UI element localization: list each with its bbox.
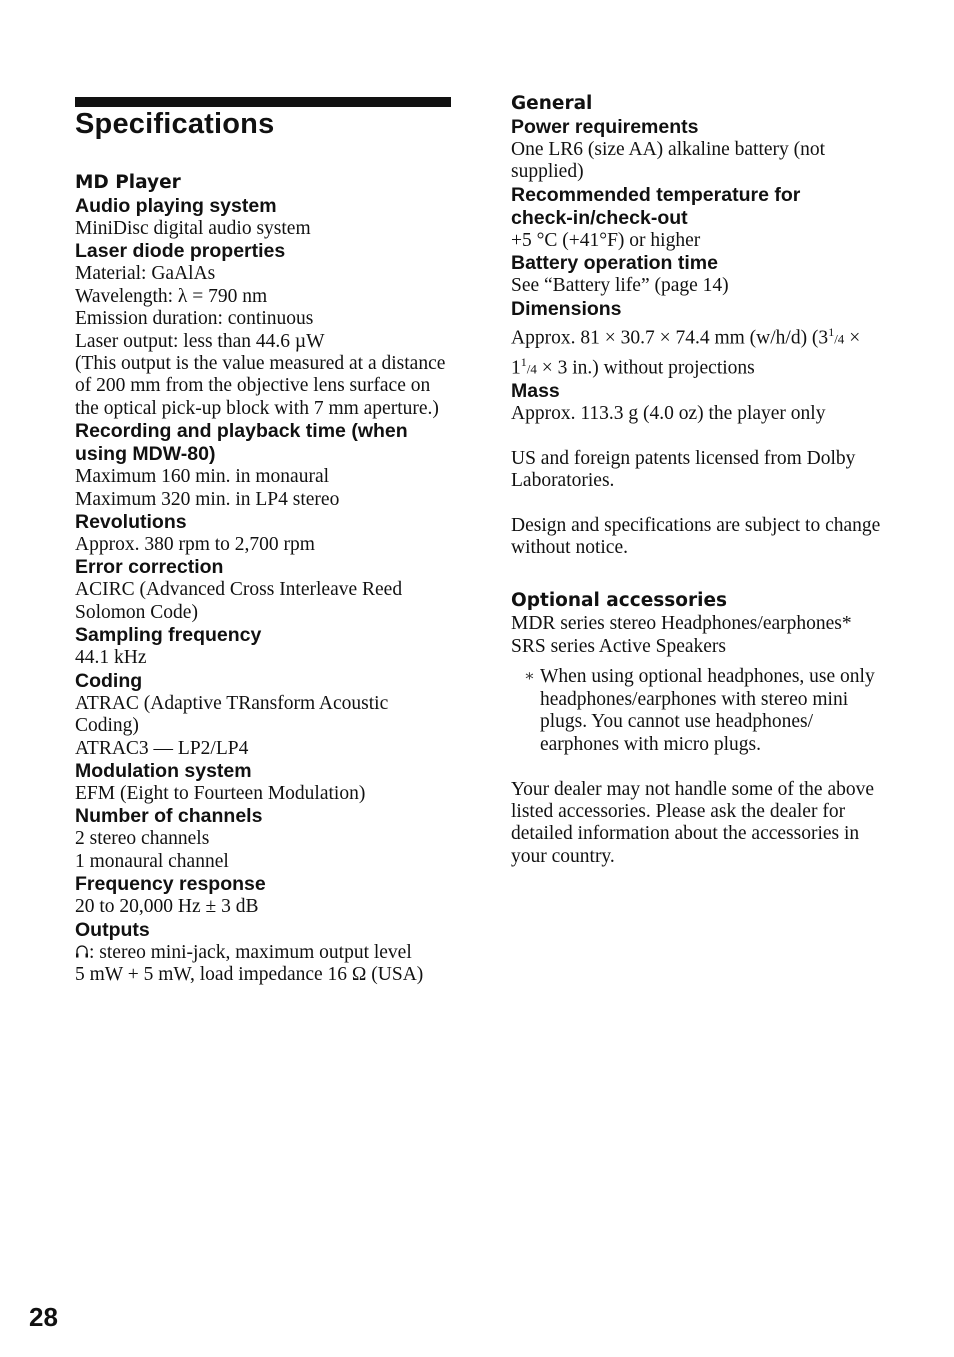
spec-value: (This output is the value measured at a distance: [75, 353, 446, 375]
spec-label: Modulation system: [75, 759, 252, 782]
spec-value: Coding): [75, 715, 139, 737]
spec-label: Frequency response: [75, 873, 266, 896]
spec-value: EFM (Eight to Fourteen Modulation): [75, 782, 366, 804]
accessory-footnote: [511, 666, 891, 756]
spec-label: Audio playing system: [75, 195, 277, 217]
dealer-text: Your dealer may not handle some of the above: [511, 778, 875, 800]
spec-label: using MDW-80): [75, 443, 216, 466]
dim-frac-den: /4: [834, 331, 845, 347]
note-line: headphones/earphones with stereo mini: [540, 688, 849, 710]
spec-value: of 200 mm from the objective lens surface on: [75, 375, 431, 397]
spec-value: Laser output: less than 44.6 µW: [75, 330, 325, 352]
spec-label: Revolutions: [75, 511, 187, 534]
spec-value: One LR6 (size AA) alkaline battery (not: [511, 139, 826, 160]
spec-value: [75, 942, 455, 964]
spec-label: Recommended temperature for: [511, 183, 801, 206]
spec-value: Wavelength: λ = 790 nm: [75, 285, 268, 307]
spec-value: Material: GaAlAs: [75, 263, 216, 285]
spec-label: Battery operation time: [511, 252, 718, 275]
dimensions-line-2: [511, 351, 891, 381]
spec-label: Dimensions: [511, 297, 622, 320]
spec-label: Mass: [511, 380, 560, 403]
right-column: [511, 92, 891, 868]
spec-value: 20 to 20,000 Hz ± 3 dB: [75, 896, 259, 918]
title-rule: [75, 97, 451, 107]
patents-text: US and foreign patents licensed from Dolby: [511, 447, 856, 469]
dimensions-line-1: [511, 321, 891, 351]
spec-label: check-in/check-out: [511, 206, 688, 229]
note-line: earphones with micro plugs.: [540, 734, 761, 756]
note-line: When using optional headphones, use only: [540, 666, 875, 688]
spec-label: Laser diode properties: [75, 240, 286, 263]
spec-value: 44.1 kHz: [75, 647, 147, 669]
spec-value: Maximum 320 min. in LP4 stereo: [75, 488, 340, 510]
accessory-item: MDR series stereo Headphones/earphones*: [511, 613, 852, 635]
dim-text: ×: [844, 327, 861, 349]
section-heading-md-player: MD Player: [75, 172, 181, 193]
dealer-text: your country.: [511, 845, 615, 867]
spec-value: MiniDisc digital audio system: [75, 218, 311, 239]
dealer-text: detailed information about the accessories in: [511, 823, 860, 845]
page-number: 28: [29, 1302, 58, 1332]
spec-value: ACIRC (Advanced Cross Interleave Reed: [75, 579, 403, 601]
headphones-icon: [75, 944, 89, 959]
dim-text: 1: [511, 357, 521, 379]
spec-value: supplied): [511, 161, 584, 183]
outputs-line-2: 5 mW + 5 mW, load impedance 16 Ω (USA): [75, 963, 424, 985]
spec-value: Approx. 113.3 g (4.0 oz) the player only: [511, 403, 826, 425]
asterisk-mark: ∗: [524, 668, 535, 686]
spec-label-outputs: Outputs: [75, 918, 150, 941]
spec-value: Approx. 380 rpm to 2,700 rpm: [75, 534, 315, 556]
spec-value: the optical pick-up block with 7 mm aperture.): [75, 397, 439, 419]
left-column: [75, 171, 455, 986]
spec-label: Power requirements: [511, 116, 699, 138]
spec-value: +5 °C (+41°F) or higher: [511, 229, 701, 251]
accessory-item: SRS series Active Speakers: [511, 635, 727, 657]
section-heading-general: General: [511, 93, 593, 114]
spec-value: Solomon Code): [75, 601, 198, 623]
spec-value: Emission duration: continuous: [75, 308, 314, 330]
spec-value: 2 stereo channels: [75, 828, 210, 850]
spec-label: Sampling frequency: [75, 624, 262, 647]
dim-frac-num: 1: [520, 354, 527, 369]
dealer-text: listed accessories. Please ask the dealer for: [511, 801, 846, 823]
page-title: Specifications: [75, 108, 275, 140]
design-notice: without notice.: [511, 537, 628, 559]
dim-text: × 3 in.) without projections: [536, 357, 755, 379]
spec-value: See “Battery life” (page 14): [511, 275, 729, 297]
design-notice: Design and specifications are subject to change: [511, 514, 881, 536]
spec-label: Coding: [75, 669, 143, 692]
spec-value: 1 monaural channel: [75, 850, 229, 872]
dim-frac-num: 1: [828, 324, 835, 339]
section-heading-optional-accessories: Optional accessories: [511, 590, 728, 612]
dim-frac-den: /4: [526, 361, 537, 377]
spec-label: Number of channels: [75, 805, 263, 828]
spec-value: Maximum 160 min. in monaural: [75, 466, 330, 488]
patents-text: Laboratories.: [511, 470, 615, 492]
note-line: plugs. You cannot use headphones/: [540, 711, 813, 733]
dim-text: Approx. 81 × 30.7 × 74.4 mm (w/h/d) (3: [511, 327, 829, 349]
outputs-line-1: : stereo mini-jack, maximum output level: [89, 941, 412, 963]
spec-value: ATRAC (Adaptive TRansform Acoustic: [75, 692, 389, 714]
spec-value: ATRAC3 — LP2/LP4: [75, 737, 249, 759]
spec-label: Error correction: [75, 556, 224, 579]
spec-label: Recording and playback time (when: [75, 420, 408, 443]
